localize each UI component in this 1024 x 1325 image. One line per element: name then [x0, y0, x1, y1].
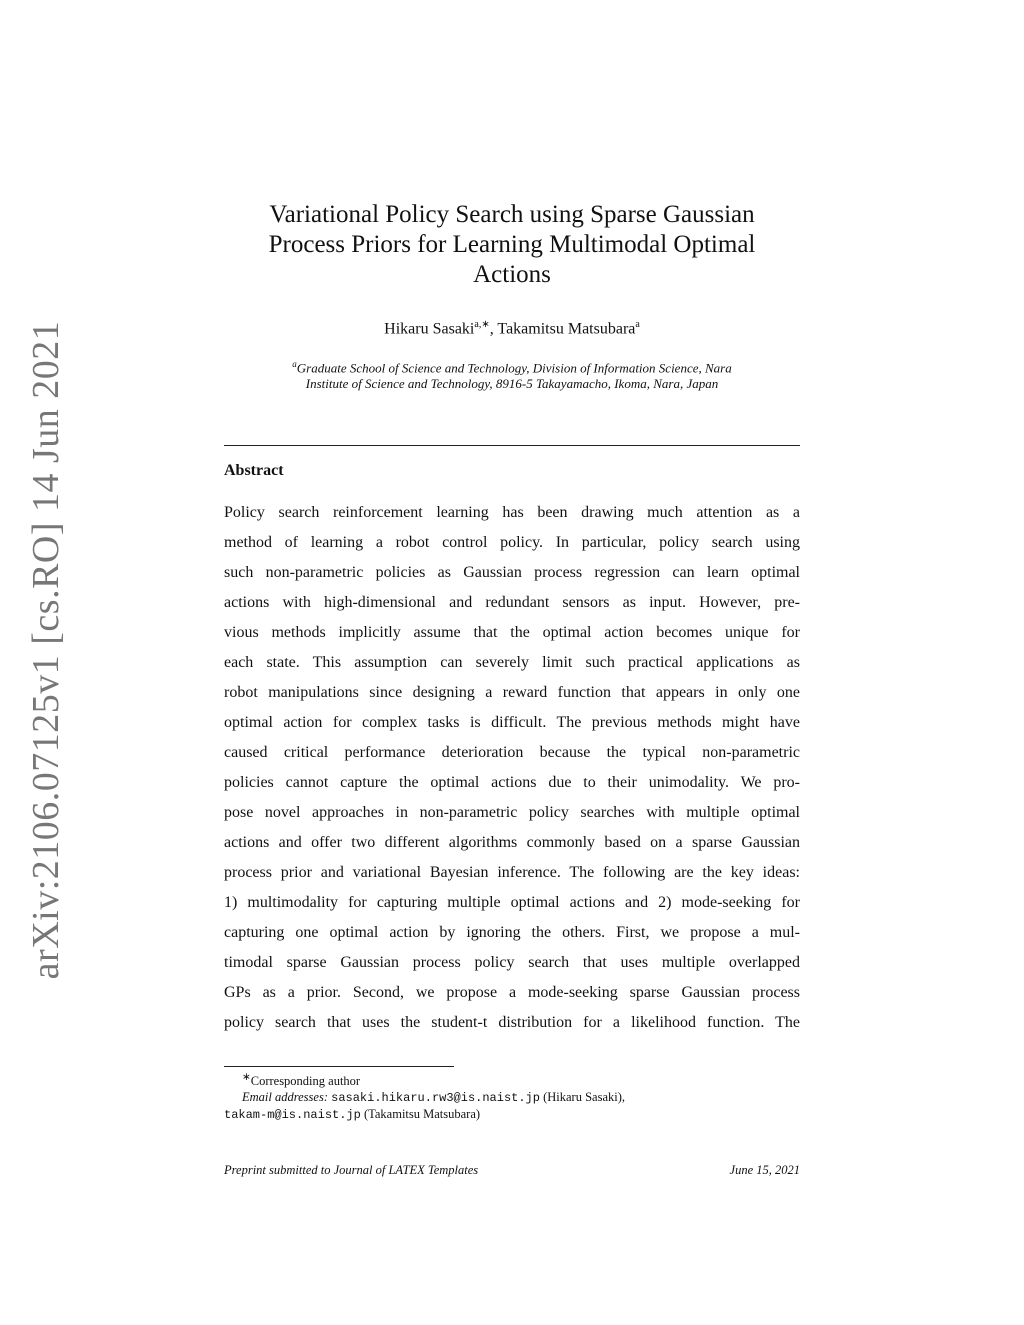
abstract-line: 1) multimodality for capturing multiple optimal actions and 2) mode-seeking for: [224, 894, 800, 911]
email-owner: (Hikaru Sasaki),: [543, 1090, 626, 1105]
abstract-line: each state. This assumption can severely limit such practical applications as: [224, 654, 800, 671]
abstract-line: timodal sparse Gaussian process policy search that uses multiple overlapped: [224, 954, 800, 971]
affiliation-mark: a: [292, 359, 297, 369]
abstract-line: caused critical performance deterioration because the typical non-parametric: [224, 744, 800, 761]
abstract-line: robot manipulations since designing a reward function that appears in only one: [224, 684, 800, 701]
author-name: Takamitsu Matsubara: [497, 320, 636, 338]
author-list: [224, 319, 800, 338]
footnote-mark: ∗: [242, 1072, 251, 1083]
footnote: [224, 1070, 800, 1123]
abstract-text: [224, 498, 800, 1038]
footer-preprint-note: Preprint submitted to Journal of LATEX Templates: [224, 1163, 479, 1177]
abstract-line: Policy search reinforcement learning has been drawing much attention as a: [224, 504, 800, 521]
email-link[interactable]: sasaki.hikaru.rw3@is.naist.jp: [331, 1091, 540, 1106]
abstract-line: vious methods implicitly assume that the optimal action becomes unique for: [224, 624, 800, 641]
email-owner: (Takamitsu Matsubara): [363, 1107, 481, 1122]
abstract-line: policies cannot capture the optimal actions due to their unimodality. We pro-: [224, 774, 800, 791]
abstract-line: actions with high-dimensional and redundant sensors as input. However, pre-: [224, 594, 800, 611]
affiliation-line: Institute of Science and Technology, 8916-5 Takayamacho, Ikoma, Nara, Japan: [305, 376, 719, 392]
abstract-line: method of learning a robot control policy. In particular, policy search using: [224, 534, 800, 551]
footnote-divider: [224, 1066, 454, 1067]
footer-date: June 15, 2021: [729, 1163, 800, 1177]
author-name: Hikaru Sasaki: [384, 320, 475, 338]
section-divider: [224, 445, 800, 446]
abstract-line: process prior and variational Bayesian inference. The following are the key ideas:: [224, 864, 800, 881]
affiliation: [224, 356, 800, 392]
paper-title: [224, 200, 800, 290]
affiliation-line: Graduate School of Science and Technology, Division of Information Science, Nara: [296, 360, 732, 376]
arxiv-side-stamp: arXiv:2106.07125v1 [cs.RO] 14 Jun 2021: [25, 320, 67, 980]
title-line: Actions: [473, 261, 551, 288]
abstract-heading: Abstract: [224, 462, 284, 479]
abstract-line: GPs as a prior. Second, we propose a mode-seeking sparse Gaussian process: [224, 984, 800, 1001]
title-line: Variational Policy Search using Sparse Gaussian: [269, 201, 755, 228]
email-label: Email addresses:: [242, 1090, 328, 1105]
corresponding-author-label: Corresponding author: [250, 1074, 361, 1089]
title-line: Process Priors for Learning Multimodal Optimal: [268, 231, 756, 258]
email-link[interactable]: takam-m@is.naist.jp: [224, 1108, 361, 1123]
abstract-line: policy search that uses the student-t distribution for a likelihood function. The: [224, 1014, 800, 1031]
author-affiliation-mark: a: [635, 319, 640, 330]
author-separator: ,: [489, 320, 498, 338]
abstract-line: pose novel approaches in non-parametric policy searches with multiple optimal: [224, 804, 800, 821]
abstract-line: capturing one optimal action by ignoring the others. First, we propose a mul-: [224, 924, 800, 941]
abstract-line: optimal action for complex tasks is difficult. The previous methods might have: [224, 714, 800, 731]
abstract-line: such non-parametric policies as Gaussian process regression can learn optimal: [224, 564, 800, 581]
author-affiliation-mark: a,∗: [474, 319, 490, 330]
abstract-line: actions and offer two different algorithms commonly based on a sparse Gaussian: [224, 834, 800, 851]
